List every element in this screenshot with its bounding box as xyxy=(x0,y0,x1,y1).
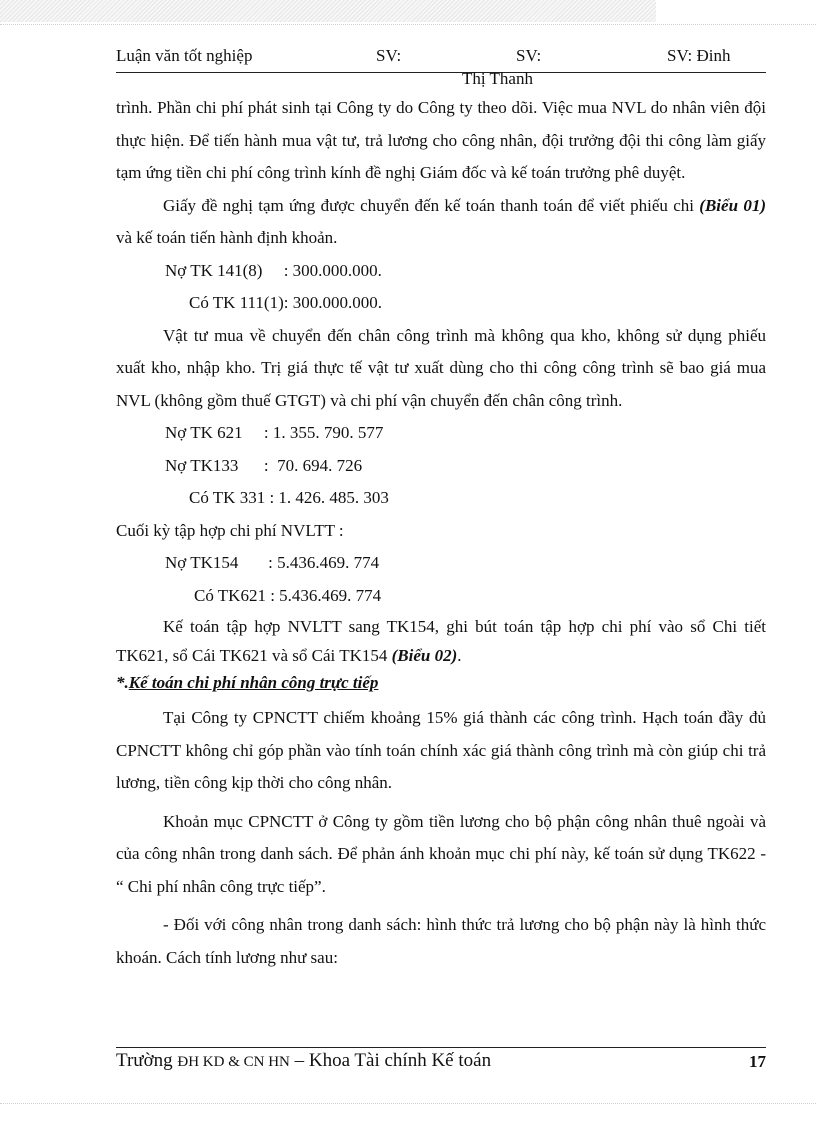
ref-bieu-02: (Biểu 02) xyxy=(391,646,458,665)
page-header xyxy=(116,44,766,73)
footer-school-b: ĐH KD & CN HN xyxy=(177,1054,290,1070)
paragraph-2-text: Giấy đề nghị tạm ứng được chuyển đến kế toán thanh toán để viết phiếu chi xyxy=(163,195,700,215)
entry-no-141: Nợ TK 141(8) : 300.000.000. xyxy=(165,260,382,280)
paragraph-8: - Đối với công nhân trong danh sách: hình thức trả lương cho bộ phận này là hình thức khoán. Cách tính lương như sau: xyxy=(116,915,766,967)
paragraph-5-tail: . xyxy=(457,646,462,665)
paragraph-7: Khoản mục CPNCTT ở Công ty gồm tiền lương cho bộ phận công nhân thuê ngoài và của công nhân trong danh sách. Để phản ánh khoản mục chi phí này, kế toán sử dụng TK622 - “ Chi phí nhân công trực tiếp”. xyxy=(116,811,766,896)
page-number: 17 xyxy=(749,1052,766,1071)
footer-school-a: Trường xyxy=(116,1050,178,1071)
entry-co-111: Có TK 111(1): 300.000.000. xyxy=(189,293,382,312)
paragraph-5-text: Kế toán tập hợp NVLTT sang TK154, ghi bút toán tập hợp chi phí vào sổ Chi tiết TK621, sổ Cái TK621 và sổ Cái TK154 xyxy=(116,617,766,665)
section-heading-text: Kế toán chi phí nhân công trực tiếp xyxy=(128,673,379,692)
header-student-name-cont: Thị Thanh xyxy=(462,69,533,88)
header-student-2: SV: xyxy=(516,46,542,65)
footer-school-c: – Khoa Tài chính Kế toán xyxy=(289,1050,492,1071)
paragraph-5 xyxy=(116,612,766,670)
paragraph-2 xyxy=(116,190,766,255)
paragraph-2-tail: và kế toán tiến hành định khoản. xyxy=(116,228,338,247)
header-title: Luận văn tốt nghiệp xyxy=(116,46,253,65)
header-student-3: SV: Đinh xyxy=(667,46,731,65)
top-dotted-rule xyxy=(0,24,816,25)
entry-co-331: Có TK 331 : 1. 426. 485. 303 xyxy=(189,488,389,507)
entry-no-133: Nợ TK133 : 70. 694. 726 xyxy=(165,455,363,475)
header-student-1: SV: xyxy=(376,46,402,65)
paragraph-6: Tại Công ty CPNCTT chiếm khoảng 15% giá thành các công trình. Hạch toán đầy đủ CPNCTT không chỉ góp phần vào tính toán chính xác giá thành công trình mà còn giúp chi trả lương, tiền công kịp thời cho công nhân. xyxy=(116,708,766,792)
ref-bieu-01: (Biểu 01) xyxy=(699,195,766,215)
paragraph-3: Vật tư mua về chuyển đến chân công trình mà không qua kho, không sử dụng phiếu xuất kho, nhập kho. Trị giá thực tế vật tư xuất dùng cho thi công công trình sẽ bao giá mua NVL (không gồm thuế GTGT) và chi phí vận chuyển đến chân công trình. xyxy=(116,325,766,410)
page-body xyxy=(116,92,766,974)
entry-no-154: Nợ TK154 : 5.436.469. 774 xyxy=(165,553,380,572)
entry-co-621: Có TK621 : 5.436.469. 774 xyxy=(194,585,382,605)
entry-no-621: Nợ TK 621 : 1. 355. 790. 577 xyxy=(165,423,384,442)
section-heading xyxy=(116,670,766,696)
top-shading-bar xyxy=(0,0,656,22)
section-heading-prefix: *. xyxy=(116,673,129,692)
page-footer xyxy=(116,1047,766,1078)
paragraph-4: Cuối kỳ tập hợp chi phí NVLTT : xyxy=(116,520,344,540)
paragraph-1: trình. Phần chi phí phát sinh tại Công ty do Công ty theo dõi. Việc mua NVL do nhân viên đội thực hiện. Để tiến hành mua vật tư, trả lương cho công nhân, đội trưởng đội thi công làm giấy tạm ứng tiền chi phí công trình kính đề nghị Giám đốc và kế toán trưởng phê duyệt. xyxy=(116,98,766,182)
footer-school xyxy=(116,1050,491,1072)
bottom-dotted-rule xyxy=(0,1103,816,1104)
